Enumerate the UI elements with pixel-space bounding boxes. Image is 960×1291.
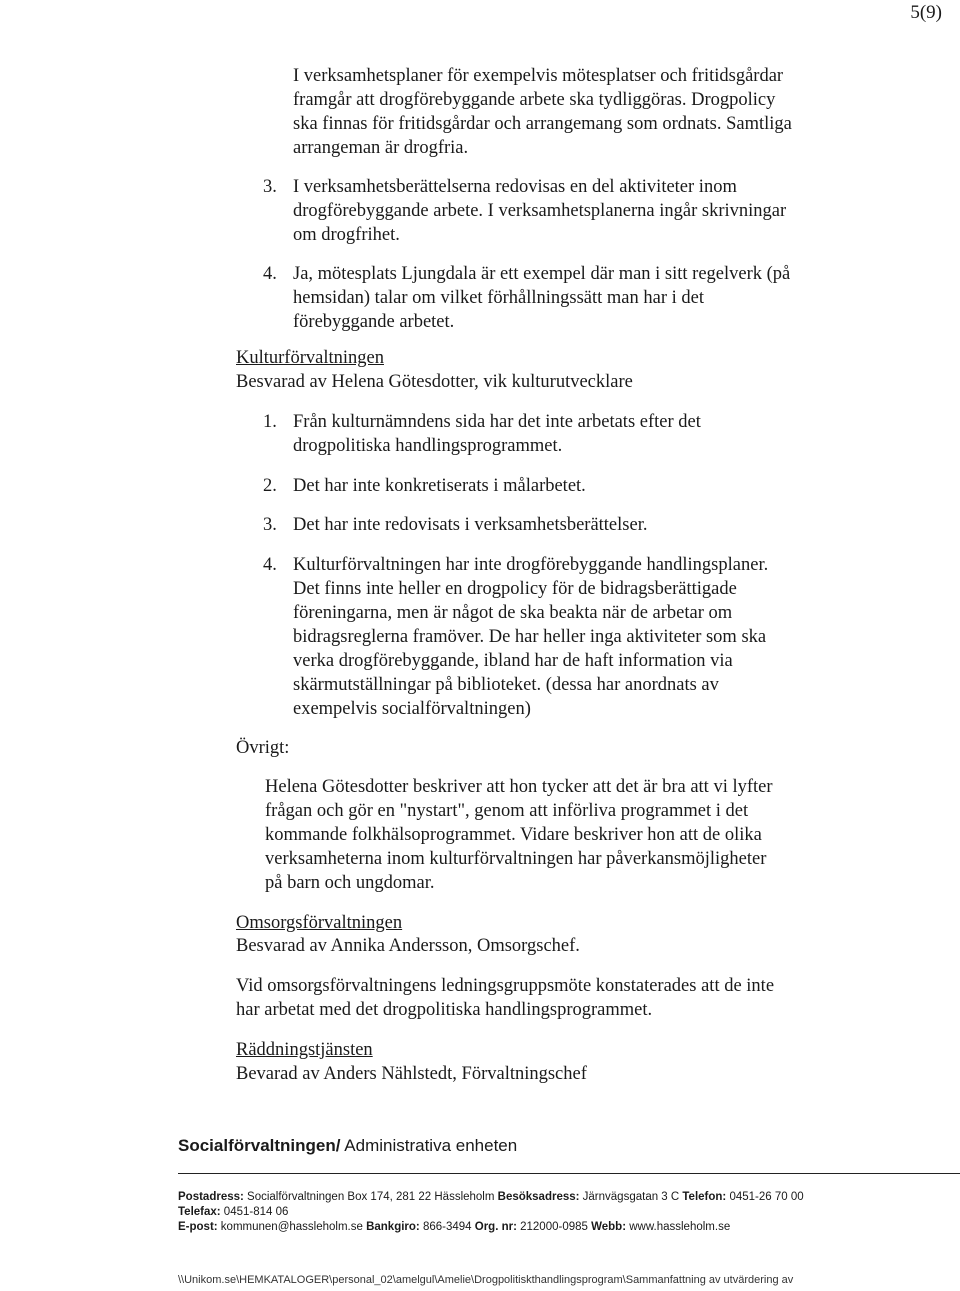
text-line: Det har inte redovisats i verksamhetsberättelser. [293, 515, 648, 535]
omsorg-paragraph [236, 974, 774, 1022]
ovrigt-paragraph [265, 775, 773, 895]
text-line: drogförebyggande arbete. I verksamhetsplanerna ingår skrivningar [293, 201, 787, 221]
epost-value: kommunen@hassleholm.se [217, 1221, 367, 1233]
text-line: arrangeman är drogfria. [293, 138, 469, 158]
text-line: exempelvis socialförvaltningen) [293, 699, 531, 719]
text-line: föreningarna, men är något de ska beakta när de arbetar om [293, 603, 733, 623]
text-line: hemsidan) talar om vilket förhållningssätt man har i det [293, 288, 705, 308]
footer-org-rest: Administrativa enheten [340, 1136, 518, 1155]
text-line: Det har inte konkretiserats i målarbetet. [293, 476, 586, 496]
section-heading-omsorg: Omsorgsförvaltningen [236, 913, 403, 933]
telefon-value: 0451-26 70 00 [726, 1191, 804, 1203]
text-line: verka drogförebyggande, ibland har de haft information via [293, 651, 733, 671]
text-line: drogpolitiska handlingsprogrammet. [293, 436, 563, 456]
orgnr-value: 212000-0985 [516, 1221, 592, 1233]
answered-by: Bevarad av Anders Nählstedt, Förvaltningschef [236, 1064, 587, 1084]
webb-label: Webb: [591, 1221, 627, 1233]
list-item [263, 262, 791, 334]
list-item [263, 474, 586, 498]
text-line: kommande folkhälsoprogrammet. Vidare beskriver hon att de olika [265, 825, 762, 845]
list-number: 4. [263, 264, 277, 284]
answered-by: Besvarad av Annika Andersson, Omsorgschef. [236, 936, 580, 956]
section-heading-kultur: Kulturförvaltningen [236, 348, 384, 368]
footer-contact [178, 1190, 804, 1235]
besok-label: Besöksadress: [497, 1191, 580, 1203]
ovrigt-label: Övrigt: [236, 738, 290, 758]
list-number: 3. [263, 177, 277, 197]
intro-paragraph [293, 64, 792, 160]
telefax-label: Telefax: [178, 1206, 221, 1218]
text-line: Från kulturnämndens sida har det inte arbetats efter det [293, 412, 701, 432]
footer-divider [178, 1173, 960, 1174]
list-item [263, 553, 769, 721]
text-line: skärmutställningar på biblioteket. (dessa har anordnats av [293, 675, 719, 695]
text-line: Ja, mötesplats Ljungdala är ett exempel där man i sitt regelverk (på [293, 264, 791, 284]
text-line: Kulturförvaltningen har inte drogförebyggande handlingsplaner. [293, 555, 769, 575]
footer-line [178, 1205, 804, 1220]
text-line: I verksamhetsplaner för exempelvis mötesplatser och fritidsgårdar [293, 66, 784, 86]
text-line: Det finns inte heller en drogpolicy för de bidragsberättigade [293, 579, 737, 599]
text-line: I verksamhetsberättelserna redovisas en del aktiviteter inom [293, 177, 737, 197]
text-line: Vid omsorgsförvaltningens ledningsgruppsmöte konstaterades att de inte [236, 976, 775, 996]
webb-value: www.hassleholm.se [626, 1221, 731, 1233]
bankgiro-label: Bankgiro: [366, 1221, 420, 1233]
list-number: 3. [263, 515, 277, 535]
text-line: Helena Götesdotter beskriver att hon tycker att det är bra att vi lyfter [265, 777, 773, 797]
footer-org-name [178, 1136, 517, 1156]
orgnr-label: Org. nr: [474, 1221, 517, 1233]
telefax-value: 0451-814 06 [220, 1206, 289, 1218]
file-path: \\Unikom.se\HEMKATALOGER\personal_02\amelgul\Amelie\Drogpolitiskthandlingsprogram\Sammanfattning av utvärdering av [178, 1274, 794, 1286]
text-line: har arbetat med det drogpolitiska handlingsprogrammet. [236, 1000, 653, 1020]
telefon-label: Telefon: [682, 1191, 727, 1203]
list-number: 1. [263, 412, 277, 432]
postadress-value: Socialförvaltningen Box 174, 281 22 Hässleholm [243, 1191, 498, 1203]
section-heading-raddning: Räddningstjänsten [236, 1040, 373, 1060]
footer-line [178, 1190, 804, 1205]
page-number: 5(9) [910, 2, 942, 23]
text-line: om drogfrihet. [293, 225, 400, 245]
footer-line [178, 1220, 804, 1235]
text-line: bidragsreglerna framöver. De har heller inga aktiviteter som ska [293, 627, 767, 647]
postadress-label: Postadress: [178, 1191, 244, 1203]
text-line: förebyggande arbetet. [293, 312, 455, 332]
answered-by: Besvarad av Helena Götesdotter, vik kulturutvecklare [236, 372, 633, 392]
text-line: ska finnas för fritidsgårdar och arrangemang som ordnats. Samtliga [293, 114, 792, 134]
list-item [263, 175, 787, 247]
list-number: 4. [263, 555, 277, 575]
besok-value: Järnvägsgatan 3 C [579, 1191, 683, 1203]
text-line: frågan och gör en "nystart", genom att införliva programmet i det [265, 801, 749, 821]
bankgiro-value: 866-3494 [419, 1221, 475, 1233]
list-item [263, 410, 701, 458]
footer-org-bold: Socialförvaltningen/ [178, 1136, 341, 1155]
epost-label: E-post: [178, 1221, 218, 1233]
list-number: 2. [263, 476, 277, 496]
text-line: framgår att drogförebyggande arbete ska tydliggöras. Drogpolicy [293, 90, 776, 110]
text-line: verksamheterna inom kulturförvaltningen har påverkansmöjligheter [265, 849, 767, 869]
list-item [263, 513, 648, 537]
text-line: på barn och ungdomar. [265, 873, 435, 893]
